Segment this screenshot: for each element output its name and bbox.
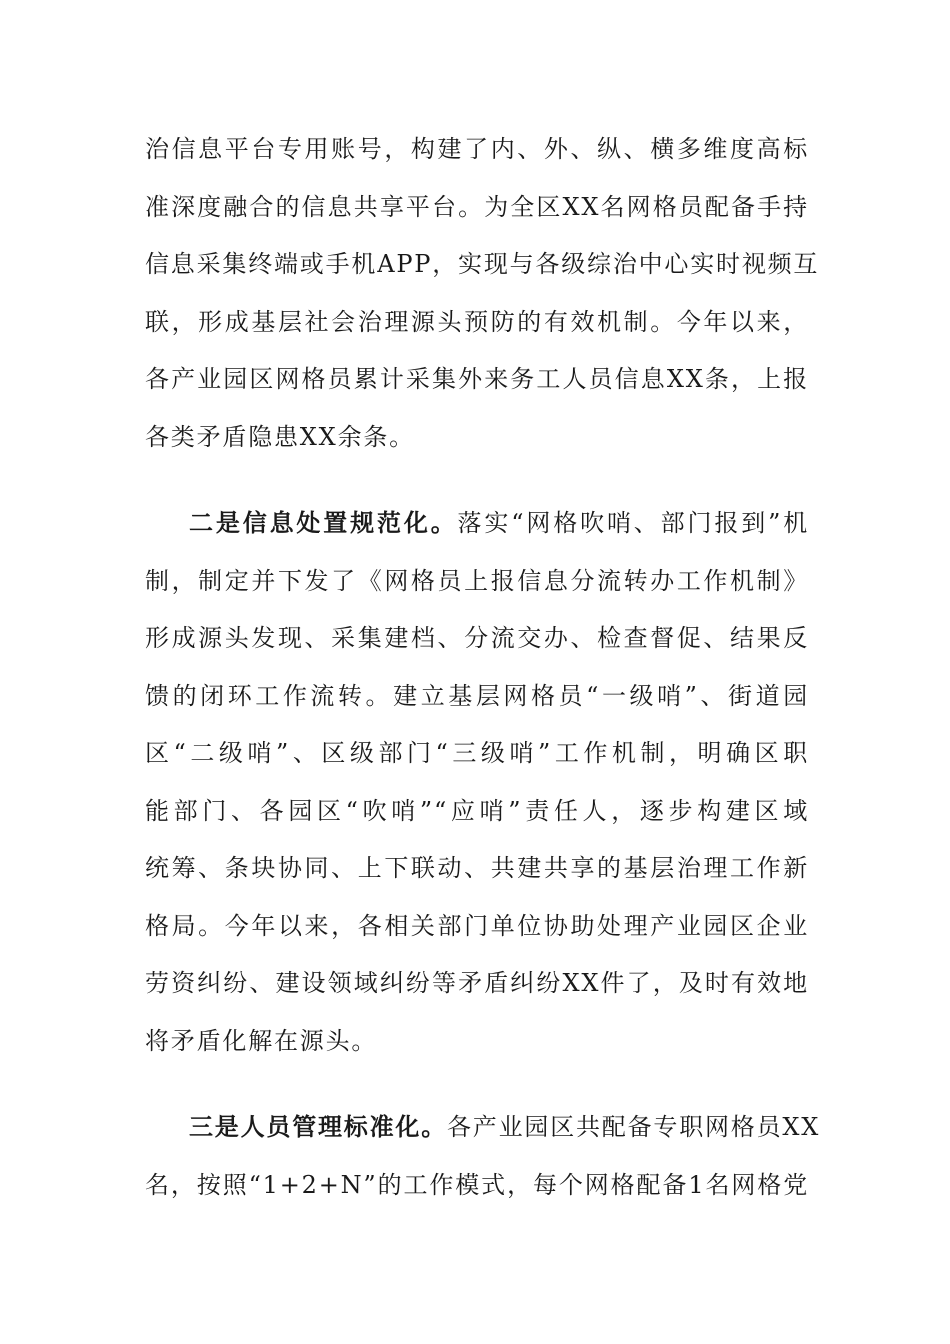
document-page (145, 121, 821, 1214)
text-line: 各类矛盾隐患XX余条。 (145, 422, 415, 451)
text-line: 形成源头发现、采集建档、分流交办、检查督促、结果反 (145, 624, 809, 652)
text-line: 馈的闭环工作流转。建立基层网格员“一级哨”、街道园 (145, 681, 809, 710)
text-line: 治信息平台专用账号，构建了内、外、纵、横多维度高标 (145, 135, 809, 163)
text-line: 格局。今年以来，各相关部门单位协助处理产业园区企业 (145, 911, 809, 940)
text-line: 将矛盾化解在源头。 (145, 1026, 378, 1055)
text-line: 能部门、各园区“吹哨”“应哨”责任人，逐步构建区域 (145, 796, 809, 825)
text-line (145, 495, 809, 553)
paragraph-lead-heading: 三是人员管理标准化。 (189, 1113, 447, 1141)
paragraph-staff-management (145, 1099, 821, 1214)
text-line: 统筹、条块协同、上下联动、共建共享的基层治理工作新 (145, 854, 809, 882)
paragraph-lead-heading: 二是信息处置规范化。 (189, 509, 458, 537)
text-line: 联，形成基层社会治理源头预防的有效机制。今年以来， (145, 307, 809, 336)
text-line: 制，制定并下发了《网格员上报信息分流转办工作机制》 (145, 566, 809, 595)
text-line: 准深度融合的信息共享平台。为全区XX名网格员配备手持 (145, 192, 809, 221)
text-line: 区“二级哨”、区级部门“三级哨”工作机制，明确区职 (145, 739, 809, 767)
text-line: 信息采集终端或手机APP，实现与各级综治中心实时视频互 (145, 250, 820, 278)
text-line: 各产业园区网格员累计采集外来务工人员信息XX条，上报 (145, 365, 809, 393)
paragraph-info-handling (145, 495, 809, 1070)
text-line: 名，按照“1+2+N”的工作模式，每个网格配备1名网格党 (145, 1170, 809, 1199)
paragraph-info-platform (145, 121, 820, 466)
text-span: 各产业园区共配备专职网格员XX (447, 1113, 821, 1141)
text-line (145, 1099, 821, 1157)
text-span: 落实“网格吹哨、部门报到”机 (457, 509, 809, 537)
text-line: 劳资纠纷、建设领域纠纷等矛盾纠纷XX件了，及时有效地 (145, 969, 809, 997)
